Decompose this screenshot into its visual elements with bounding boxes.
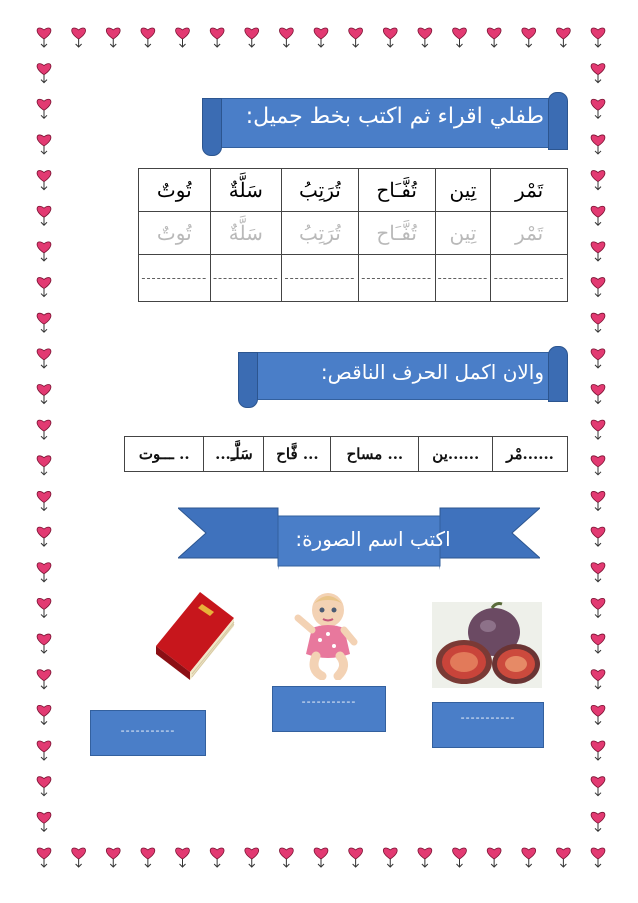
heart-icon [591,598,605,617]
heart-icon [37,777,51,796]
section2-title: والان اكمل الحرف الناقص: [320,360,544,384]
heart-icon [37,28,51,47]
heart-icon [37,206,51,225]
heart-icon [591,278,605,297]
word-cell: تُوتٌ [139,169,211,212]
heart-icon [591,206,605,225]
blank-cell[interactable]: -------------- [358,255,435,302]
answer-box-doll[interactable]: ----------- [272,686,386,732]
heart-icon [37,64,51,83]
doll-icon [290,588,364,680]
heart-icon [37,135,51,154]
heart-icon [556,848,570,867]
heart-icon [418,848,432,867]
heart-icon [591,28,605,47]
word-cell: سَلَّةٌ [210,169,282,212]
heart-icon [591,242,605,261]
heart-icon [37,527,51,546]
heart-icon [279,28,293,47]
fill-table [124,436,568,472]
trace-word-cell: تِين [435,212,491,255]
heart-icon [37,278,51,297]
heart-icon [37,456,51,475]
heart-icon [591,313,605,332]
word-cell: تَمْر [491,169,568,212]
heart-icon [176,848,190,867]
heart-icon [591,456,605,475]
heart-icon [383,848,397,867]
fill-cell[interactable]: .. ـــوت [125,437,204,472]
heart-icon [591,705,605,724]
heart-icon [245,848,259,867]
heart-icon [522,28,536,47]
heart-icon [591,777,605,796]
heart-icon [37,634,51,653]
heart-icon [591,812,605,831]
heart-icon [37,384,51,403]
heart-icon [37,420,51,439]
section3-title: اكتب اسم الصورة: [295,527,451,551]
blank-cell[interactable]: ------------- [139,255,211,302]
heart-icon [176,28,190,47]
section1-banner [202,92,568,154]
heart-icon [37,349,51,368]
heart-icon [37,598,51,617]
heart-icon [314,28,328,47]
heart-icon [383,28,397,47]
heart-icon [37,812,51,831]
heart-icon [349,28,363,47]
heart-icon [141,28,155,47]
heart-icon [556,28,570,47]
words-table [138,168,568,302]
heart-icon [591,99,605,118]
heart-icon [245,28,259,47]
heart-icon [314,848,328,867]
fill-cell[interactable]: ... مساح [331,437,419,472]
heart-icon [37,848,51,867]
heart-icon [37,491,51,510]
word-cell: تُرَتِبُ [282,169,359,212]
book-icon [148,588,238,680]
trace-word-cell: تُوتٌ [139,212,211,255]
heart-icon [591,563,605,582]
heart-icon [591,135,605,154]
word-cell: تِين [435,169,491,212]
fill-cell[interactable]: ......ين [419,437,493,472]
heart-icon [487,848,501,867]
answer-box-book[interactable]: ----------- [90,710,206,756]
heart-icon [591,848,605,867]
blank-cell[interactable]: -------------- [282,255,359,302]
heart-icon [37,171,51,190]
heart-icon [37,705,51,724]
heart-icon [106,28,120,47]
blank-cell[interactable]: ---------- [435,255,491,302]
trace-word-cell: تَمْر [491,212,568,255]
heart-icon [141,848,155,867]
heart-icon [210,28,224,47]
heart-icon [37,242,51,261]
heart-icon [591,491,605,510]
heart-icon [453,28,467,47]
heart-icon [591,741,605,760]
heart-icon [37,741,51,760]
blank-cell[interactable]: -------------- [491,255,568,302]
heart-icon [591,64,605,83]
trace-word-cell: تُرَتِبُ [282,212,359,255]
heart-icon [591,349,605,368]
trace-word-cell: تُفَّـَاح [358,212,435,255]
heart-icon [210,848,224,867]
heart-icon [591,670,605,689]
word-cell: تُفَّـَاح [358,169,435,212]
section2-banner [238,346,568,408]
fill-cell[interactable]: ... فَّاح [264,437,331,472]
heart-icon [591,171,605,190]
heart-icon [106,848,120,867]
heart-icon [279,848,293,867]
heart-icon [591,384,605,403]
heart-icon [37,99,51,118]
blank-cell[interactable]: ------------- [210,255,282,302]
section1-title: طفلي اقراء ثم اكتب بخط جميل: [245,104,544,129]
heart-icon [522,848,536,867]
heart-icon [349,848,363,867]
heart-icon [591,527,605,546]
heart-icon [487,28,501,47]
trace-word-cell: سَلَّةٌ [210,212,282,255]
fill-cell[interactable]: ......مْر [493,437,568,472]
heart-icon [37,313,51,332]
heart-icon [37,563,51,582]
heart-icon [591,420,605,439]
fill-cell[interactable]: سَلَّـِ... [204,437,264,472]
heart-icon [418,28,432,47]
heart-icon [591,634,605,653]
heart-icon [453,848,467,867]
answer-box-fig[interactable]: ----------- [432,702,544,748]
heart-icon [37,670,51,689]
fig-fruit-icon [432,602,542,688]
heart-icon [72,28,86,47]
heart-icon [72,848,86,867]
